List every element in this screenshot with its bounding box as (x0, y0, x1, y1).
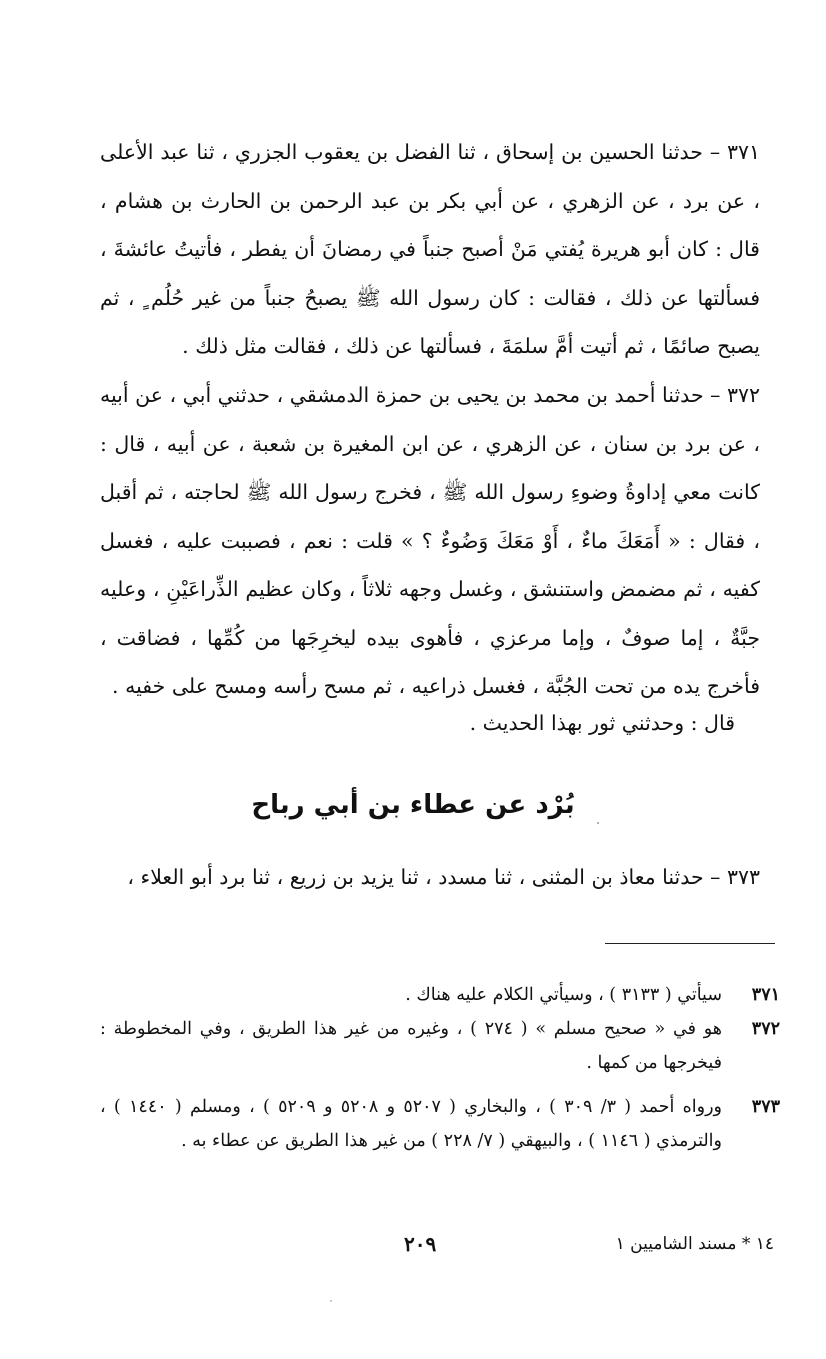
speck (330, 1300, 332, 1302)
page-number: ٢٠٩ (404, 1232, 437, 1256)
footnote-number: ٣٧٣ (751, 1097, 780, 1117)
footnote-number: ٣٧٢ (751, 1019, 780, 1039)
section-title: بُرْد عن عطاء بن أبي رباح (251, 790, 575, 820)
hadith-372: ٣٧٢ – حدثنا أحمد بن محمد بن يحيى بن حمزة الدمشقي ، حدثني أبي ، عن أبيه ، عن برد بن سنان ، عن الزهري ، عن ابن المغيرة بن شعبة ، عن أبيه ، قال : كانت معي إداوةُ وضوءِ رسول الله ﷺ ، فخرج رسول الله ﷺ لحاجته ، ثم أقبل ، فقال : « أَمَعَكَ ماءٌ ، أَوْ مَعَكَ وَضُوءٌ ؟ » قلت : نعم ، فصببت عليه ، فغسل كفيه ، ثم مضمض واستنشق ، وغسل وجهه ثلاثاً ، وكان عظيم الذِّراعَيْنِ ، وعليه جبَّةٌ ، إما صوفٌ ، وإما مرعزي ، فأهوى بيده ليخرِجَها من كُمِّها ، فضاقت ، فأخرج يده من تحت الجُبَّة ، فغسل ذراعيه ، ثم مسح رأسه ومسح على خفيه . (100, 383, 760, 698)
speck (597, 822, 599, 824)
hadith-372-tail: قال : وحدثني ثور بهذا الحديث . (469, 711, 735, 735)
footnote-text: ورواه أحمد ( ٣/ ٣٠٩ ) ، والبخاري ( ٥٢٠٧ و ٥٢٠٨ و ٥٢٠٩ ) ، ومسلم ( ١٤٤٠ ) ، والترمذي ( ١١٤٦ ) ، والبيهقي ( ٧/ ٢٢٨ ) من غير هذا الطريق عن عطاء به . (100, 1097, 723, 1151)
footnote-number: ٣٧١ (751, 985, 780, 1005)
footnote-divider (605, 943, 775, 944)
footnote-372 (100, 1012, 780, 1080)
signature-mark: ١٤ * مسند الشاميين ١ (615, 1234, 774, 1254)
footnote-text: سيأتي ( ٣١٣٣ ) ، وسيأتي الكلام عليه هناك . (405, 985, 722, 1005)
hadith-371: ٣٧١ – حدثنا الحسين بن إسحاق ، ثنا الفضل بن يعقوب الجزري ، ثنا عبد الأعلى ، عن برد ، عن الزهري ، عن أبي بكر بن عبد الرحمن بن الحارث بن هشام ، قال : كان أبو هريرة يُفتي مَنْ أصبح جنباً في رمضانَ أن يفطر ، فأتيتُ عائشةَ ، فسألتها عن ذلك ، فقالت : كان رسول الله ﷺ يصبحُ جنباً من غير حُلُم ٍ ، ثم يصبح صائمًا ، ثم أتيت أمَّ سلمَةَ ، فسألتها عن ذلك ، فقالت مثل ذلك . (100, 140, 760, 358)
footnote-text: هو في « صحيح مسلم » ( ٢٧٤ ) ، وغيره من غير هذا الطريق ، وفي المخطوطة : فيخرجها من كمها . (100, 1019, 722, 1073)
footnote-371 (100, 978, 780, 1012)
footnote-373 (100, 1090, 780, 1158)
hadith-373: ٣٧٣ – حدثنا معاذ بن المثنى ، ثنا مسدد ، ثنا يزيد بن زريع ، ثنا برد أبو العلاء ، (127, 865, 760, 889)
